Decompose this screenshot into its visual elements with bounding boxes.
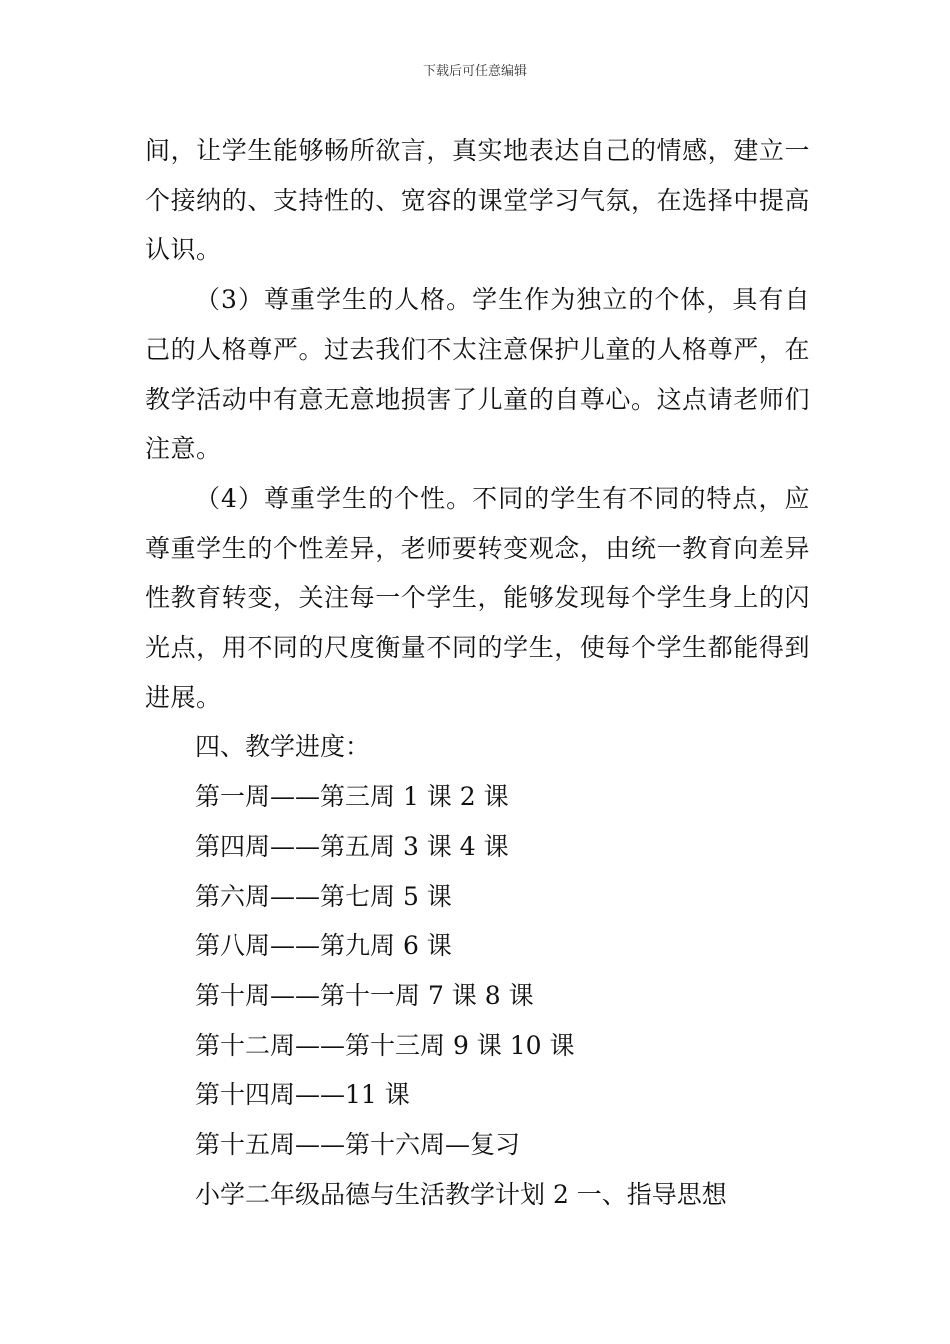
- schedule-item: 第四周——第五周 3 课 4 课: [195, 831, 509, 861]
- schedule-item: 第一周——第三周 1 课 2 课: [195, 782, 509, 812]
- page-header: 下载后可任意编辑: [422, 64, 527, 79]
- schedule-item: 第十四周——11 课: [195, 1080, 410, 1110]
- schedule-item: 第十五周——第十六周—复习: [195, 1130, 521, 1160]
- schedule-item: 第十二周——第十三周 9 课 10 课: [195, 1030, 575, 1060]
- schedule-item: 第十周——第十一周 7 课 8 课: [195, 980, 534, 1010]
- document-body: [145, 126, 810, 1219]
- paragraph-respect-individuality: （4）尊重学生的个性。不同的学生有不同的特点，应尊重学生的个性差异，老师要转变观念，由统一教育向差异性教育转变，关注每一个学生，能够发现每个学生身上的闪光点，用不同的尺度衡量不同的学生，使每个学生都能得到进展。: [145, 483, 810, 712]
- next-section-title: 小学二年级品德与生活教学计划 2 一、指导思想: [195, 1179, 727, 1209]
- schedule-item: 第八周——第九周 6 课: [195, 931, 452, 961]
- paragraph-continuation: 间，让学生能够畅所欲言，真实地表达自己的情感，建立一个接纳的、支持性的、宽容的课堂学习气氛，在选择中提高认识。: [145, 136, 810, 265]
- schedule-item: 第六周——第七周 5 课: [195, 881, 452, 911]
- schedule-heading: 四、教学进度：: [195, 732, 371, 762]
- paragraph-respect-personality: （3）尊重学生的人格。学生作为独立的个体，具有自己的人格尊严。过去我们不太注意保护儿童的人格尊严，在教学活动中有意无意地损害了儿童的自尊心。这点请老师们注意。: [145, 285, 810, 464]
